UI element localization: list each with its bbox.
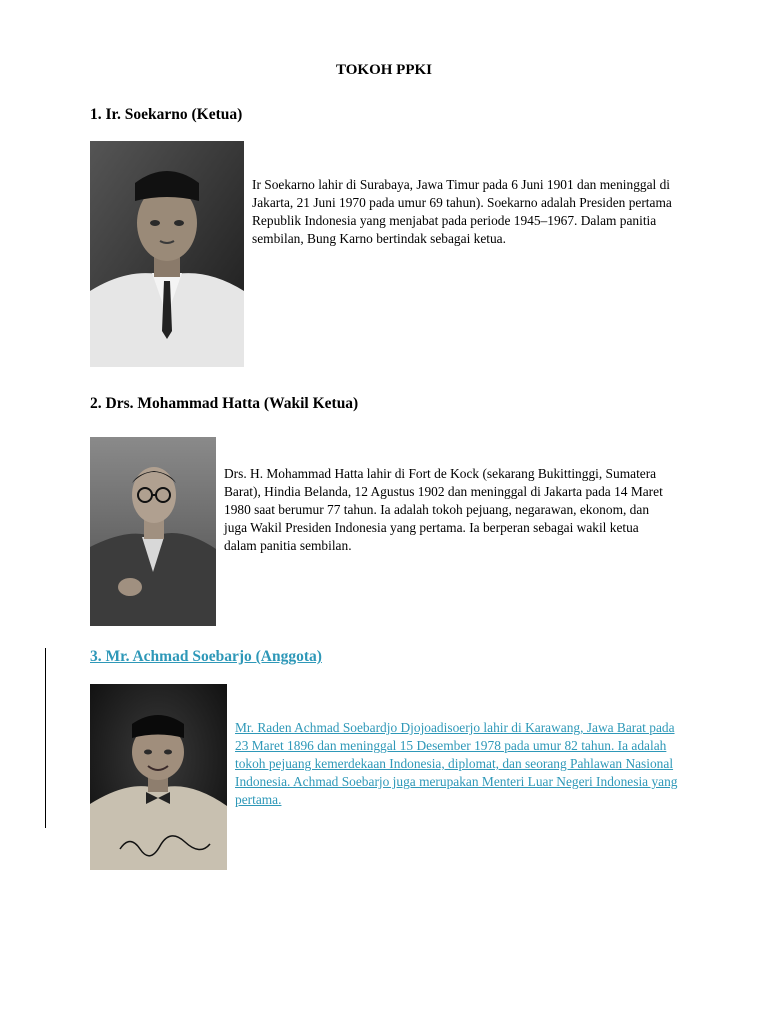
photo-soebarjo: [90, 684, 227, 870]
photo-soekarno: [90, 141, 244, 367]
heading-hatta: 2. Drs. Mohammad Hatta (Wakil Ketua): [90, 395, 359, 412]
photo-hatta: [90, 437, 216, 626]
paragraph-soekarno: Ir Soekarno lahir di Surabaya, Jawa Timur pada 6 Juni 1901 dan meninggal di Jakarta, 21 Juni 1970 pada umur 69 tahun). Soekarno adalah Presiden pertama Republik Indonesia yang menjabat pada periode 1945–1967. Dalam panitia sembilan, Bung Karno bertindak sebagai ketua.: [252, 177, 672, 246]
paragraph-soebarjo[interactable]: Mr. Raden Achmad Soebardjo Djojoadisoerjo lahir di Karawang, Jawa Barat pada 23 Maret 1896 dan meninggal 15 Desember 1978 pada umur 82 tahun. Ia adalah tokoh pejuang kemerdekaan Indonesia, diplomat, dan seorang Pahlawan Nasional Indonesia. Achmad Soebarjo juga merupakan Menteri Luar Negeri Indonesia yang pertama.: [235, 720, 678, 807]
portrait-photo-icon: [90, 684, 227, 870]
portrait-photo-icon: [90, 437, 216, 626]
margin-change-bar: [45, 648, 46, 828]
page-title: TOKOH PPKI: [336, 62, 432, 78]
heading-soebarjo[interactable]: 3. Mr. Achmad Soebarjo (Anggota): [90, 648, 322, 665]
portrait-photo-icon: [90, 141, 244, 367]
heading-soekarno: 1. Ir. Soekarno (Ketua): [90, 106, 243, 123]
paragraph-hatta: Drs. H. Mohammad Hatta lahir di Fort de Kock (sekarang Bukittinggi, Sumatera Barat), Hindia Belanda, 12 Agustus 1902 dan meninggal di Jakarta pada 14 Maret 1980 saat berumur 77 tahun. Ia adalah tokoh pejuang, negarawan, ekonom, dan juga Wakil Presiden Indonesia yang pertama. Ia berperan sebagai wakil ketua dalam panitia sembilan.: [224, 466, 663, 553]
